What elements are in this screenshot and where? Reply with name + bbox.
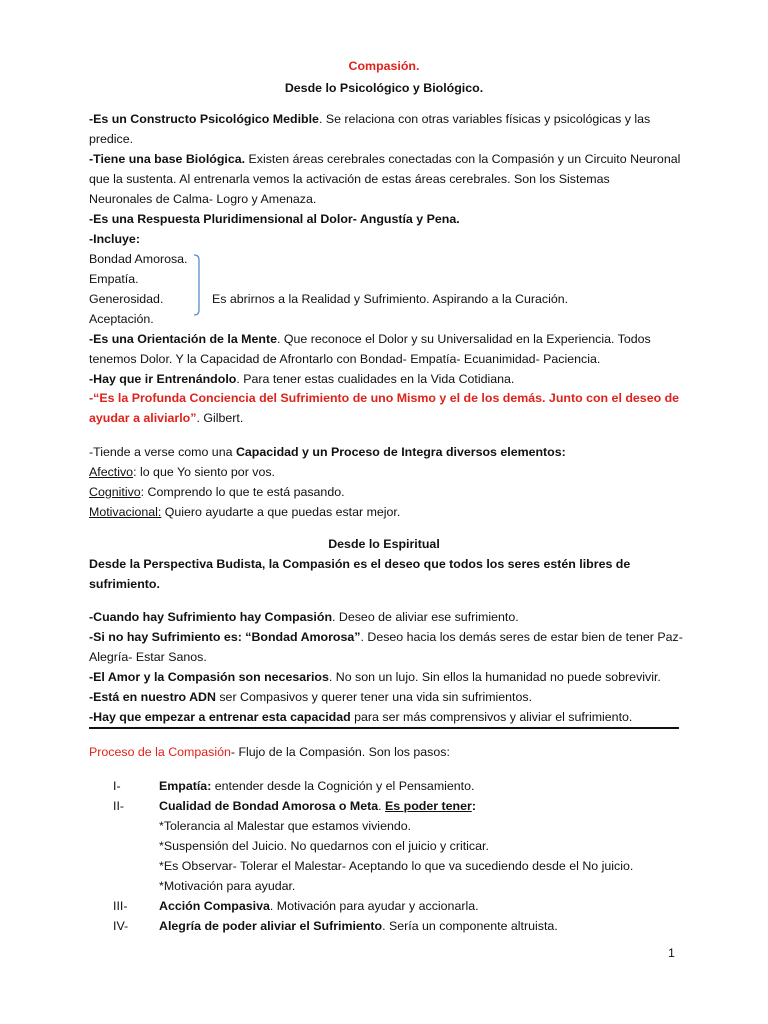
page-subtitle: Desde lo Psicológico y Biológico. (284, 81, 484, 95)
step-item: Cualidad de Bondad Amorosa o Meta. Es poder tener: (159, 799, 476, 813)
paragraph-line: Desde la Perspectiva Budista, la Compasión es el deseo que todos los seres estén libres de (89, 557, 631, 571)
sub-item: *Motivación para ayudar. (159, 879, 296, 893)
horizontal-divider (89, 727, 679, 729)
step-number: I- (113, 779, 121, 793)
paragraph-line: -El Amor y la Compasión son necesarios. No son un lujo. Sin ellos la humanidad no puede sobrevivir. (89, 670, 661, 684)
page-title: Compasión. (348, 59, 420, 73)
step-item: Acción Compasiva. Motivación para ayudar y accionarla. (159, 899, 479, 913)
paragraph-line: -Cuando hay Sufrimiento hay Compasión. Deseo de aliviar ese sufrimiento. (89, 610, 519, 624)
paragraph-line: -Tiene una base Biológica. Existen áreas cerebrales conectadas con la Compasión y un Circuito Neuronal (89, 152, 681, 166)
list-item: Motivacional: Quiero ayudarte a que puedas estar mejor. (89, 505, 401, 519)
paragraph-line: -Hay que ir Entrenándolo. Para tener estas cualidades en la Vida Cotidiana. (89, 372, 515, 386)
paragraph-line: tenemos Dolor. Y la Capacidad de Afrontarlo con Bondad- Empatía- Ecuanimidad- Paciencia. (89, 352, 601, 366)
step-number: III- (113, 899, 128, 913)
page-number: 1 (668, 946, 675, 960)
sub-item: *Tolerancia al Malestar que estamos viviendo. (159, 819, 412, 833)
paragraph-line: Neuronales de Calma- Logro y Amenaza. (89, 192, 317, 206)
paragraph-line: Alegría- Estar Sanos. (89, 650, 207, 664)
paragraph-line: -Incluye: (89, 232, 140, 246)
paragraph-line: que la sustenta. Al entrenarla vemos la activación de estas áreas cerebrales. Son los Sistemas (89, 172, 610, 186)
paragraph-line: -Está en nuestro ADN ser Compasivos y querer tener una vida sin sufrimientos. (89, 690, 533, 704)
bracket-note: Es abrirnos a la Realidad y Sufrimiento. Aspirando a la Curación. (212, 292, 569, 306)
list-item: Bondad Amorosa. (89, 252, 188, 266)
list-item: Aceptación. (89, 312, 154, 326)
paragraph-line: -Es un Constructo Psicológico Medible. Se relaciona con otras variables físicas y psicológicas y las (89, 112, 651, 126)
paragraph-line: sufrimiento. (89, 577, 160, 591)
paragraph-line: predice. (89, 132, 134, 146)
list-item: Cognitivo: Comprendo lo que te está pasando. (89, 485, 345, 499)
paragraph-line: Proceso de la Compasión- Flujo de la Compasión. Son los pasos: (89, 745, 450, 759)
quote-line: ayudar a aliviarlo”. Gilbert. (89, 411, 244, 425)
list-item: Afectivo: lo que Yo siento por vos. (89, 465, 275, 479)
sub-item: *Suspensión del Juicio. No quedarnos con el juicio y criticar. (159, 839, 489, 853)
list-item: Generosidad. (89, 292, 164, 306)
step-item: Empatía: entender desde la Cognición y el Pensamiento. (159, 779, 475, 793)
list-item: Empatía. (89, 272, 139, 286)
paragraph-line: -Es una Orientación de la Mente. Que reconoce el Dolor y su Universalidad en la Experiencia. Todos (89, 332, 651, 346)
paragraph-line: -Hay que empezar a entrenar esta capacidad para ser más comprensivos y aliviar el sufrimiento. (89, 710, 633, 724)
paragraph-line: -Es una Respuesta Pluridimensional al Dolor- Angustía y Pena. (89, 212, 460, 226)
section-heading: Desde lo Espiritual (328, 537, 440, 551)
quote-line: -“Es la Profunda Conciencia del Sufrimiento de uno Mismo y el de los demás. Junto con el deseo de (89, 391, 680, 405)
step-item: Alegría de poder aliviar el Sufrimiento. Sería un componente altruista. (159, 919, 558, 933)
step-number: IV- (113, 919, 129, 933)
paragraph-line: -Si no hay Sufrimiento es: “Bondad Amorosa”. Deseo hacia los demás seres de estar bien de tener Paz- (89, 630, 683, 644)
bracket-icon (193, 254, 201, 316)
step-number: II- (113, 799, 125, 813)
paragraph-line: -Tiende a verse como una Capacidad y un Proceso de Integra diversos elementos: (89, 445, 566, 459)
sub-item: *Es Observar- Tolerar el Malestar- Aceptando lo que va sucediendo desde el No juicio. (159, 859, 634, 873)
